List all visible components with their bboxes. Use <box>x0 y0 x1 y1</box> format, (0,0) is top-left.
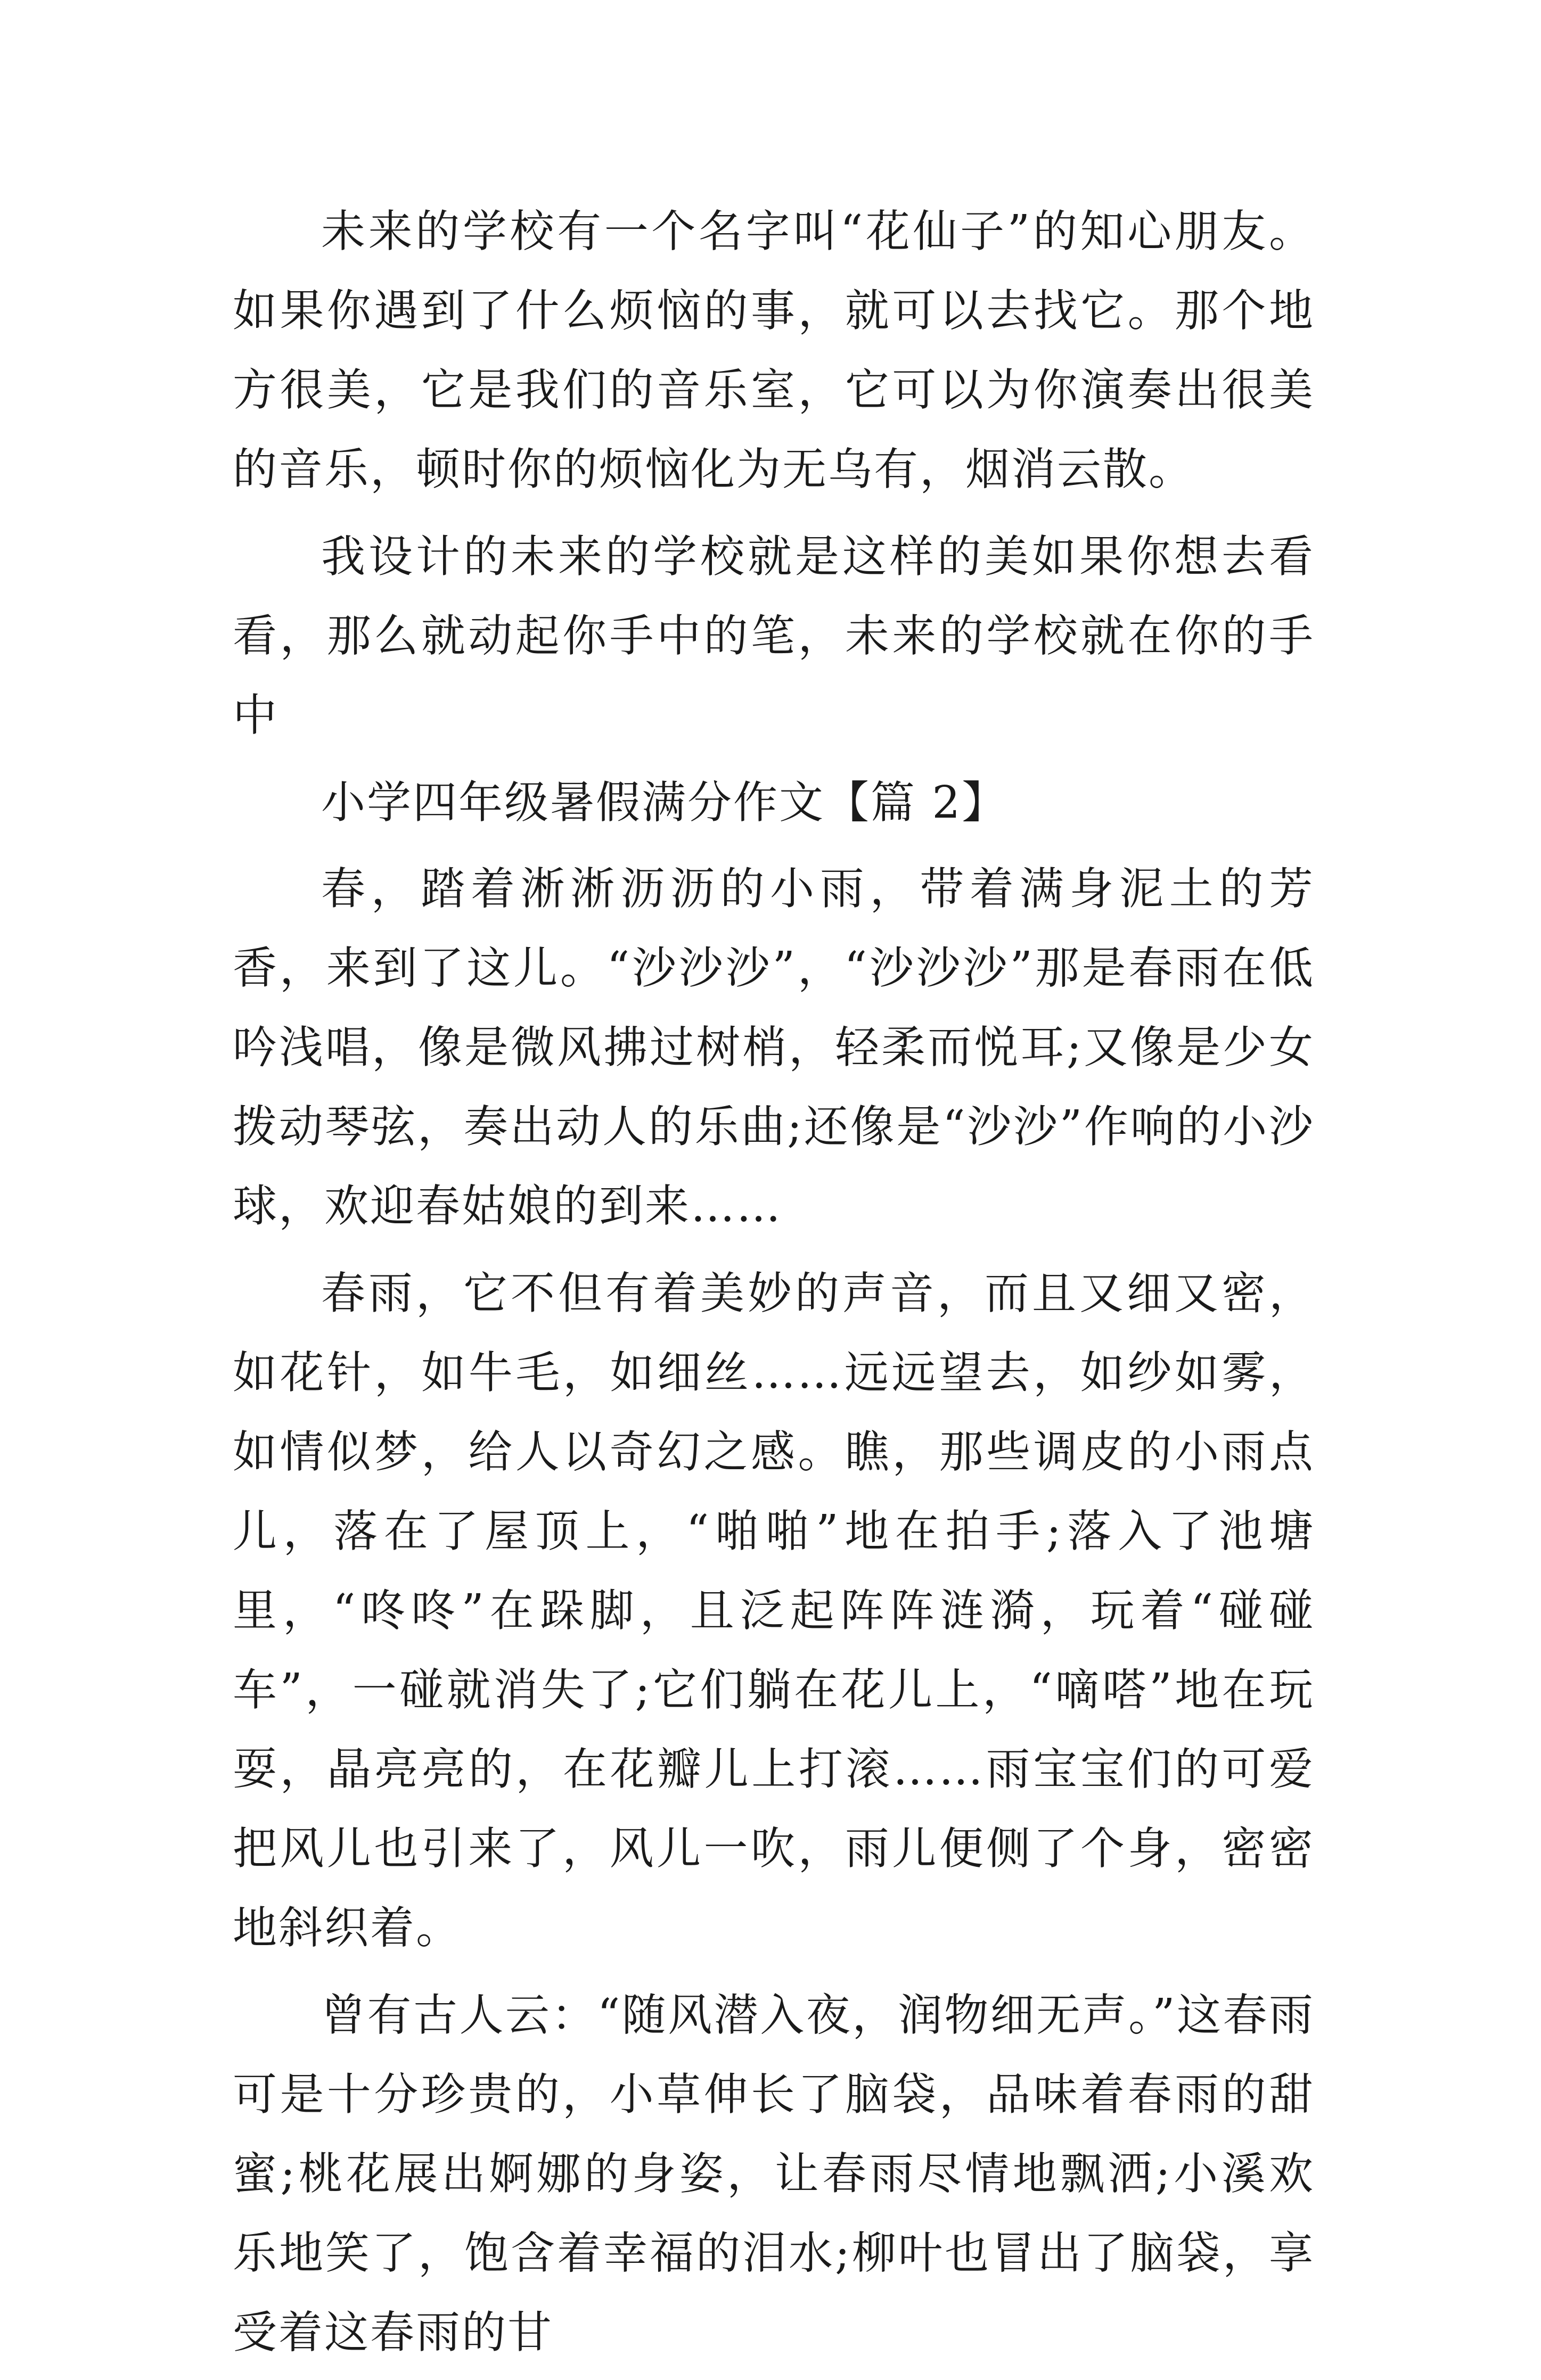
paragraph-spring-rain-sound: 春，踏着淅淅沥沥的小雨，带着满身泥土的芳香，来到了这儿。“沙沙沙”，“沙沙沙”那是春雨在低吟浅唱，像是微风拂过树梢，轻柔而悦耳;又像是少女拨动琴弦，奏出动人的乐曲;还像是“沙沙”作响的小沙球，欢迎春姑娘的到来…… <box>233 863 1315 1232</box>
essay-heading: 小学四年级暑假满分作文【篇 2】 <box>321 777 1008 828</box>
paragraph-spring-rain-appearance: 春雨，它不但有着美妙的声音，而且又细又密，如花针，如牛毛，如细丝……远远望去，如纱如雾，如情似梦，给人以奇幻之感。瞧，那些调皮的小雨点儿，落在了屋顶上，“啪啪”地在拍手;落入了池塘里，“咚咚”在跺脚，且泛起阵阵涟漪，玩着“碰碰车”，一碰就消失了;它们躺在花儿上，“嘀嗒”地在玩耍，晶亮亮的，在花瓣儿上打滚……雨宝宝们的可爱把风儿也引来了，风儿一吹，雨儿便侧了个身，密密地斜织着。 <box>233 1267 1315 1954</box>
paragraph-future-school-friend: 未来的学校有一个名字叫“花仙子”的知心朋友。如果你遇到了什么烦恼的事，就可以去找它。那个地方很美，它是我们的音乐室，它可以为你演奏出很美的音乐，顿时你的烦恼化为无乌有，烟消云散。 <box>233 205 1315 495</box>
paragraph-spring-rain-precious: 曾有古人云：“随风潜入夜，润物细无声。”这春雨可是十分珍贵的，小草伸长了脑袋，品味着春雨的甜蜜;桃花展出婀娜的身姿，让春雨尽情地飘洒;小溪欢乐地笑了，饱含着幸福的泪水;柳叶也冒出了脑袋，享受着这春雨的甘 <box>233 1989 1315 2358</box>
paragraph-future-school-conclusion: 我设计的未来的学校就是这样的美如果你想去看看，那么就动起你手中的笔，未来的学校就在你的手中 <box>233 531 1315 741</box>
article-body <box>233 192 1315 2380</box>
